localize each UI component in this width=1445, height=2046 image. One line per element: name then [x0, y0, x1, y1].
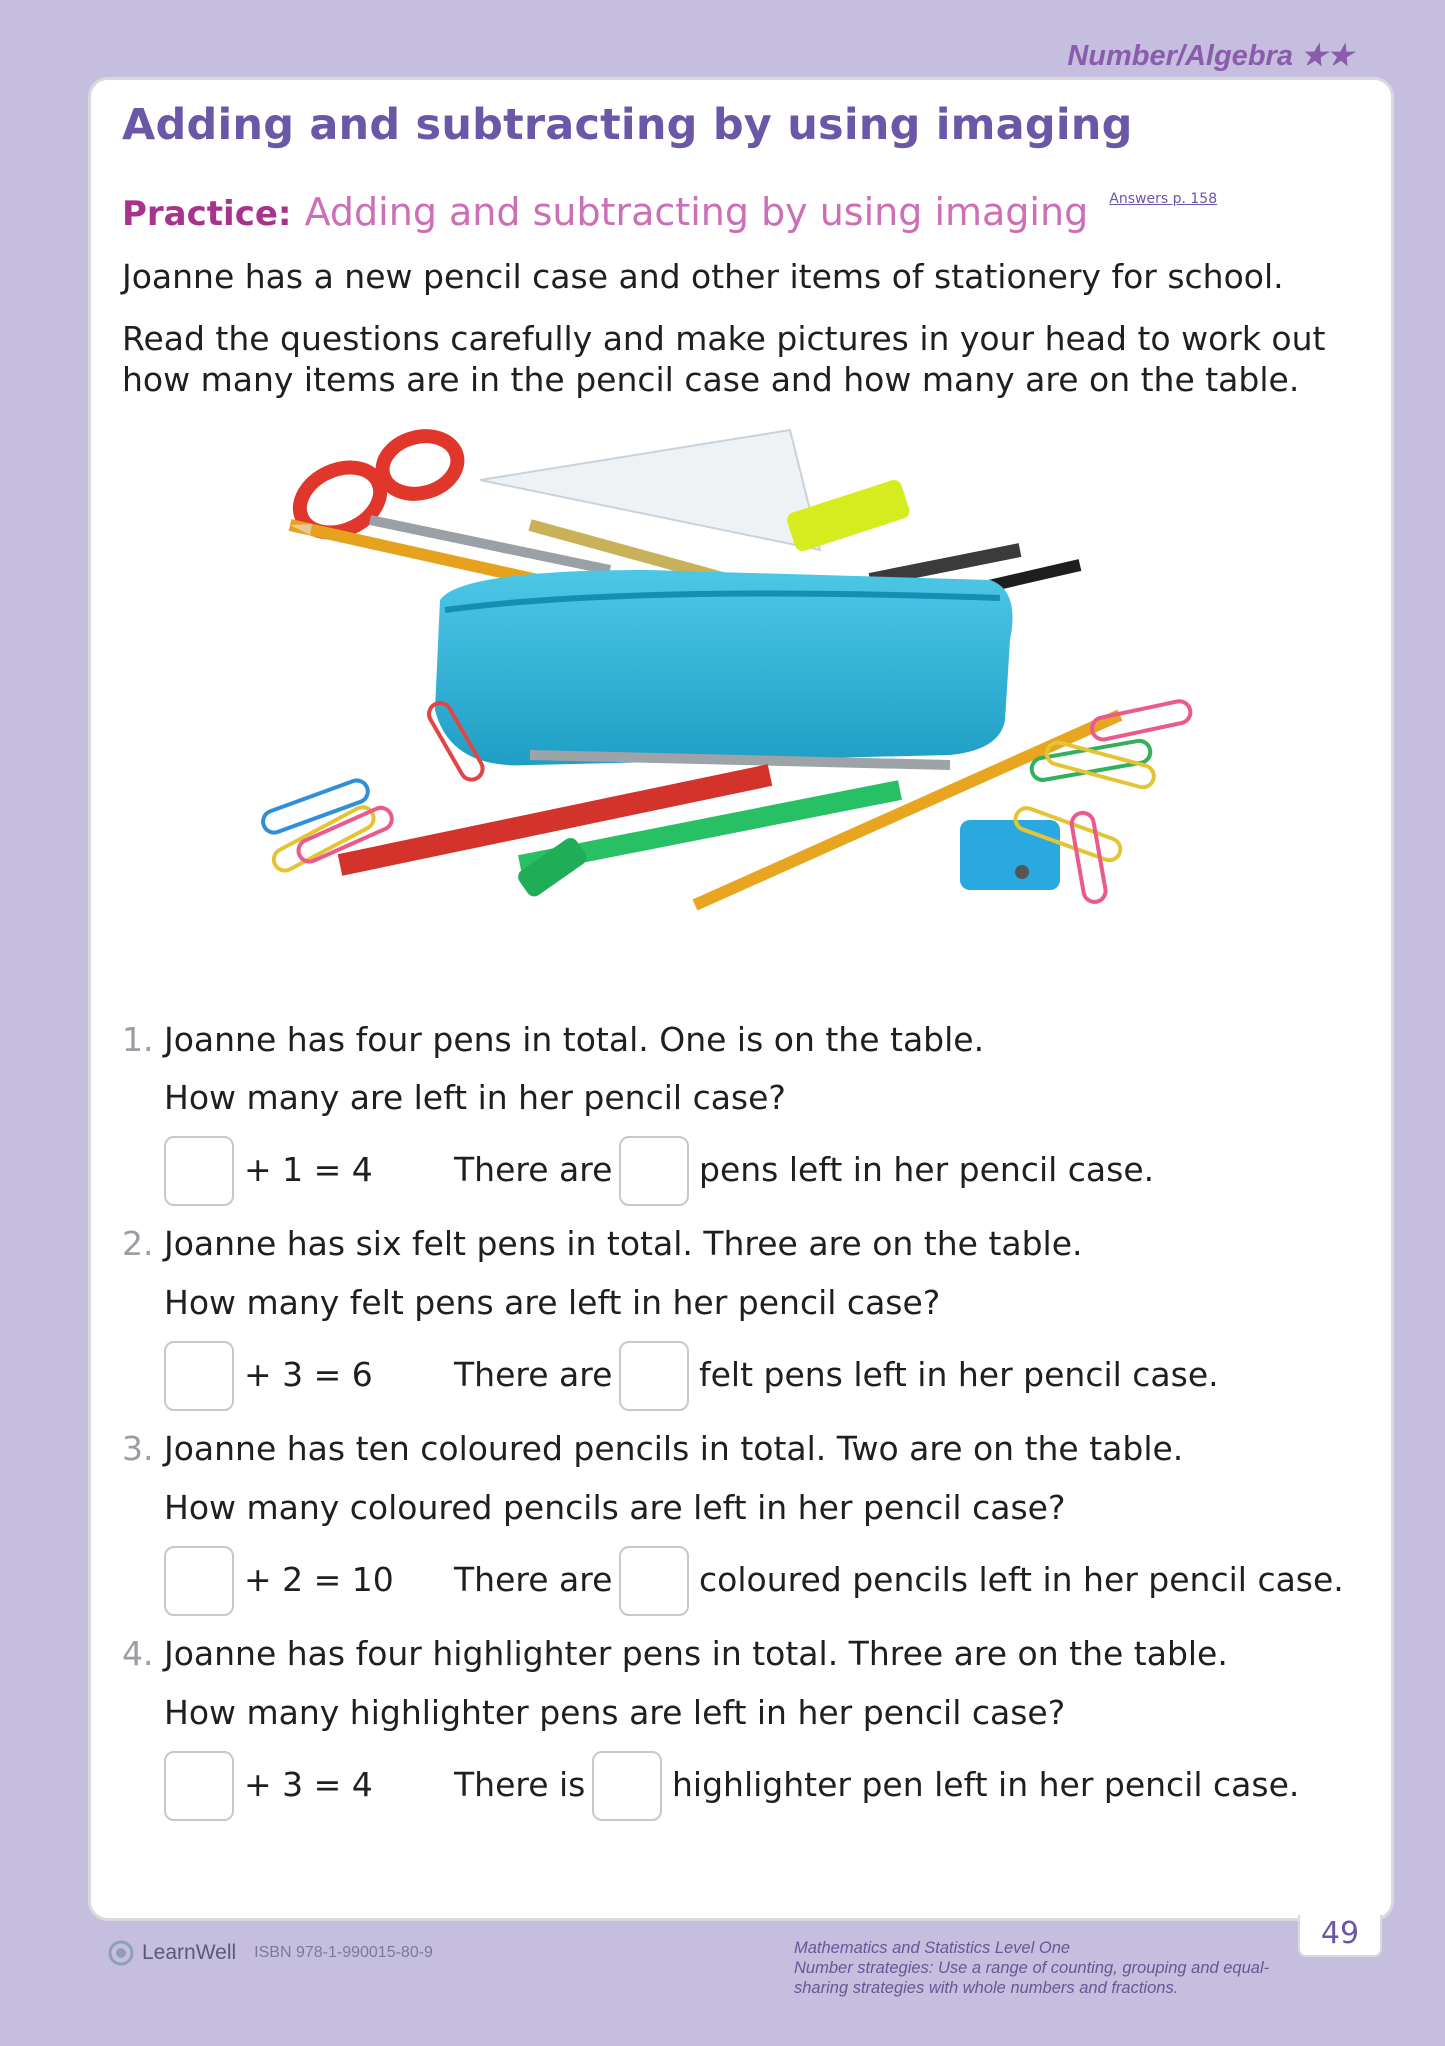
answer-box[interactable]: [592, 1751, 662, 1821]
question-3-text: Joanne has ten coloured pencils in total. Two are on the table.: [164, 1429, 1184, 1468]
question-1-answer-row: [164, 1136, 1364, 1206]
question-3: [122, 1429, 1183, 1468]
there-is-text: There is: [454, 1765, 586, 1804]
intro-paragraph-2: Read the questions carefully and make pictures in your head to work out how many items are in the pencil case and how many are on the table.: [122, 319, 1326, 399]
strand-label: Number/Algebra ★★: [1067, 40, 1353, 72]
question-4: [122, 1634, 1228, 1673]
answers-link[interactable]: Answers p. 158: [1109, 191, 1218, 207]
curriculum-footer: [794, 1938, 1314, 1998]
answer-sentence: coloured pencils left in her pencil case.: [699, 1560, 1344, 1599]
isbn-text: ISBN 978-1-990015-80-9: [254, 1944, 433, 1961]
publisher-footer: [108, 1940, 433, 1966]
scissors-icon: [289, 428, 610, 570]
equation-text: + 2 = 10: [244, 1560, 394, 1599]
answer-box[interactable]: [164, 1136, 234, 1206]
answer-box[interactable]: [619, 1546, 689, 1616]
question-2-text: Joanne has six felt pens in total. Three are on the table.: [164, 1224, 1083, 1263]
question-2-prompt: How many felt pens are left in her pencil case?: [164, 1283, 941, 1322]
strand-description: Number strategies: Use a range of counting, grouping and equal-sharing strategies with whole numbers and fractions.: [794, 1959, 1270, 1997]
question-1-number: 1.: [122, 1020, 154, 1059]
practice-subtitle: Adding and subtracting by using imaging: [304, 190, 1089, 234]
question-1-text: Joanne has four pens in total. One is on the table.: [164, 1020, 985, 1059]
pencil-case-illustration: [230, 420, 1220, 980]
question-1-prompt: How many are left in her pencil case?: [164, 1078, 786, 1117]
there-are-text: There are: [454, 1560, 613, 1599]
question-3-answer-row: [164, 1546, 1364, 1616]
question-1: [122, 1020, 984, 1059]
equation-text: + 3 = 4: [244, 1765, 373, 1804]
intro-paragraph-1: Joanne has a new pencil case and other items of stationery for school.: [122, 257, 1284, 296]
practice-lead: Practice:: [122, 194, 292, 234]
question-4-number: 4.: [122, 1634, 154, 1673]
learnwell-logo-icon: [108, 1940, 134, 1966]
there-are-text: There are: [454, 1150, 613, 1189]
there-are-text: There are: [454, 1355, 613, 1394]
answer-sentence: felt pens left in her pencil case.: [699, 1355, 1219, 1394]
answer-sentence: pens left in her pencil case.: [699, 1150, 1155, 1189]
answer-box[interactable]: [164, 1751, 234, 1821]
equation-text: + 3 = 6: [244, 1355, 373, 1394]
protractor-icon: [480, 430, 820, 550]
publisher-name: LearnWell: [142, 1941, 237, 1964]
answer-box[interactable]: [619, 1136, 689, 1206]
question-2: [122, 1224, 1083, 1263]
equation-text: + 1 = 4: [244, 1150, 373, 1189]
page-number: 49: [1298, 1915, 1382, 1957]
practice-heading: [122, 190, 1217, 234]
question-3-number: 3.: [122, 1429, 154, 1468]
answer-box[interactable]: [164, 1341, 234, 1411]
question-3-prompt: How many coloured pencils are left in her pencil case?: [164, 1488, 1066, 1527]
answer-sentence: highlighter pen left in her pencil case.: [672, 1765, 1300, 1804]
question-4-text: Joanne has four highlighter pens in total. Three are on the table.: [164, 1634, 1228, 1673]
course-title: Mathematics and Statistics Level One: [794, 1939, 1071, 1957]
question-4-answer-row: [164, 1751, 1364, 1821]
question-2-number: 2.: [122, 1224, 154, 1263]
sharpener-icon: [960, 820, 1060, 890]
question-2-answer-row: [164, 1341, 1364, 1411]
answer-box[interactable]: [164, 1546, 234, 1616]
page-title: Adding and subtracting by using imaging: [122, 100, 1133, 150]
answer-box[interactable]: [619, 1341, 689, 1411]
question-4-prompt: How many highlighter pens are left in her pencil case?: [164, 1693, 1066, 1732]
